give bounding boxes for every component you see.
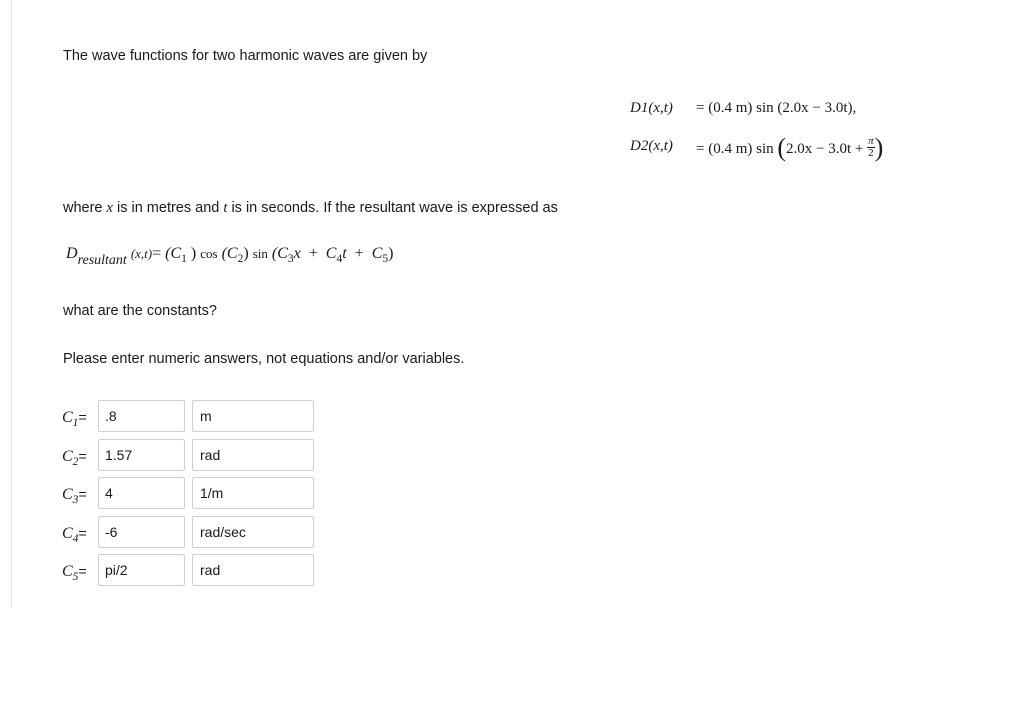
question-text: what are the constants? [63,303,217,319]
answer-input-c3[interactable]: 4 [98,477,185,509]
instruction-text: Please enter numeric answers, not equations and/or variables. [63,351,465,367]
left-border [11,0,12,608]
units-sentence: where x is in metres and t is in seconds. If the resultant wave is expressed as [63,200,558,216]
equation-d2-lhs: D2(x,t) [630,138,673,154]
answer-label: $C_1=$ [62,409,87,430]
unit-input-c2[interactable]: rad [192,439,314,471]
answer-label: $C_3=$ [62,486,87,507]
intro-text: The wave functions for two harmonic waves are given by [63,48,428,64]
resultant-formula: Dresultant $(x,t)= (C_1$ ) $\cos (C_2)$ $\sin (C_3x + C_4t + C_5)$ [66,245,394,268]
equation-d1-lhs: D1(x,t) [630,100,673,116]
answer-input-c5[interactable]: pi/2 [98,554,185,586]
unit-input-c5[interactable]: rad [192,554,314,586]
answer-label: $C_5=$ [62,563,87,584]
answer-label: $C_4=$ [62,524,87,545]
answer-input-c4[interactable]: -6 [98,516,185,548]
answer-label: $C_2=$ [62,447,87,468]
equation-d2-rhs: = (0.4 m) sin [696,140,774,157]
pi-over-2-fraction: $\frac{\pi}{2}$ [868,135,874,159]
unit-input-c3[interactable]: 1/m [192,477,314,509]
equation-d1-rhs: = (0.4 m) sin (2.0x − 3.0t), [696,100,857,116]
answer-input-c2[interactable]: 1.57 [98,439,185,471]
unit-input-c4[interactable]: rad/sec [192,516,314,548]
equation-d2-args: 2.0x − 3.0t + [786,140,864,157]
unit-input-c1[interactable]: m [192,400,314,432]
answer-input-c1[interactable]: .8 [98,400,185,432]
